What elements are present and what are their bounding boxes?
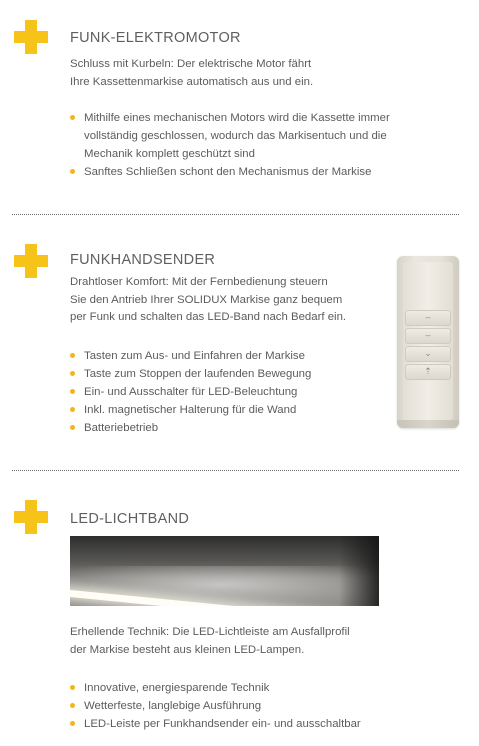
bullet-dot bbox=[70, 703, 75, 708]
list-item: Innovative, energiesparende Technik bbox=[70, 679, 361, 697]
list-item: Wetterfeste, langlebige Ausführung bbox=[70, 697, 361, 715]
bullet-dot bbox=[70, 389, 75, 394]
plus-icon bbox=[14, 244, 48, 278]
bullet-dot bbox=[70, 425, 75, 430]
remote-down-button: ⌄ bbox=[405, 346, 451, 362]
bullet-dot bbox=[70, 371, 75, 376]
feature-list bbox=[70, 109, 390, 181]
dotted-divider bbox=[12, 470, 459, 471]
remote-light-button: ⇡ bbox=[405, 364, 451, 380]
section-intro bbox=[70, 56, 313, 91]
feature-list bbox=[70, 347, 311, 437]
section-intro bbox=[70, 274, 346, 327]
list-item-continuation: Mechanik komplett geschützt sind bbox=[84, 148, 255, 161]
list-item: Mithilfe eines mechanischen Motors wird die Kassette immer bbox=[70, 109, 390, 127]
bullet-dot bbox=[70, 721, 75, 726]
list-item: Tasten zum Aus- und Einfahren der Markise bbox=[70, 347, 311, 365]
intro-line: Schluss mit Kurbeln: Der elektrische Motor fährt bbox=[70, 58, 312, 70]
list-item-continuation: vollständig geschlossen, wodurch das Markisentuch und die bbox=[84, 130, 387, 143]
list-item: LED-Leiste per Funkhandsender ein- und ausschaltbar bbox=[70, 715, 361, 733]
bullet-dot bbox=[70, 407, 75, 412]
list-item: Inkl. magnetischer Halterung für die Wand bbox=[70, 401, 311, 419]
section-intro bbox=[70, 624, 350, 659]
list-item: Batteriebetrieb bbox=[70, 419, 311, 437]
list-item: Taste zum Stoppen der laufenden Bewegung bbox=[70, 365, 311, 383]
list-item: Ein- und Ausschalter für LED-Beleuchtung bbox=[70, 383, 311, 401]
remote-stop-button: – bbox=[405, 328, 451, 344]
section-title-funkhandsender: FUNKHANDSENDER bbox=[70, 252, 216, 268]
bullet-dot bbox=[70, 685, 75, 690]
intro-line: per Funk und schalten das LED-Band nach Bedarf ein. bbox=[70, 311, 347, 324]
remote-up-button: – bbox=[405, 310, 451, 326]
plus-icon bbox=[14, 20, 48, 54]
bullet-dot bbox=[70, 115, 75, 120]
intro-line: Ihre Kassettenmarkise automatisch aus und ein. bbox=[70, 75, 314, 88]
list-item: Sanftes Schließen schont den Mechanismus der Markise bbox=[70, 163, 390, 181]
section-title-funk-elektromotor: FUNK-ELEKTROMOTOR bbox=[70, 30, 241, 46]
led-strip-photo bbox=[70, 536, 379, 606]
plus-icon bbox=[14, 500, 48, 534]
remote-control-image bbox=[397, 256, 459, 428]
bullet-dot bbox=[70, 353, 75, 358]
intro-line: Sie den Antrieb Ihrer SOLIDUX Markise ganz bequem bbox=[70, 293, 343, 306]
dotted-divider bbox=[12, 214, 459, 215]
intro-line: der Markise besteht aus kleinen LED-Lampen. bbox=[70, 643, 305, 656]
remote-holder bbox=[397, 420, 459, 428]
feature-list bbox=[70, 679, 361, 733]
intro-line: Drahtloser Komfort: Mit der Fernbedienung steuern bbox=[70, 276, 328, 288]
section-title-led-lichtband: LED-LICHTBAND bbox=[70, 511, 190, 527]
bullet-dot bbox=[70, 169, 75, 174]
intro-line: Erhellende Technik: Die LED-Lichtleiste am Ausfallprofil bbox=[70, 626, 350, 638]
